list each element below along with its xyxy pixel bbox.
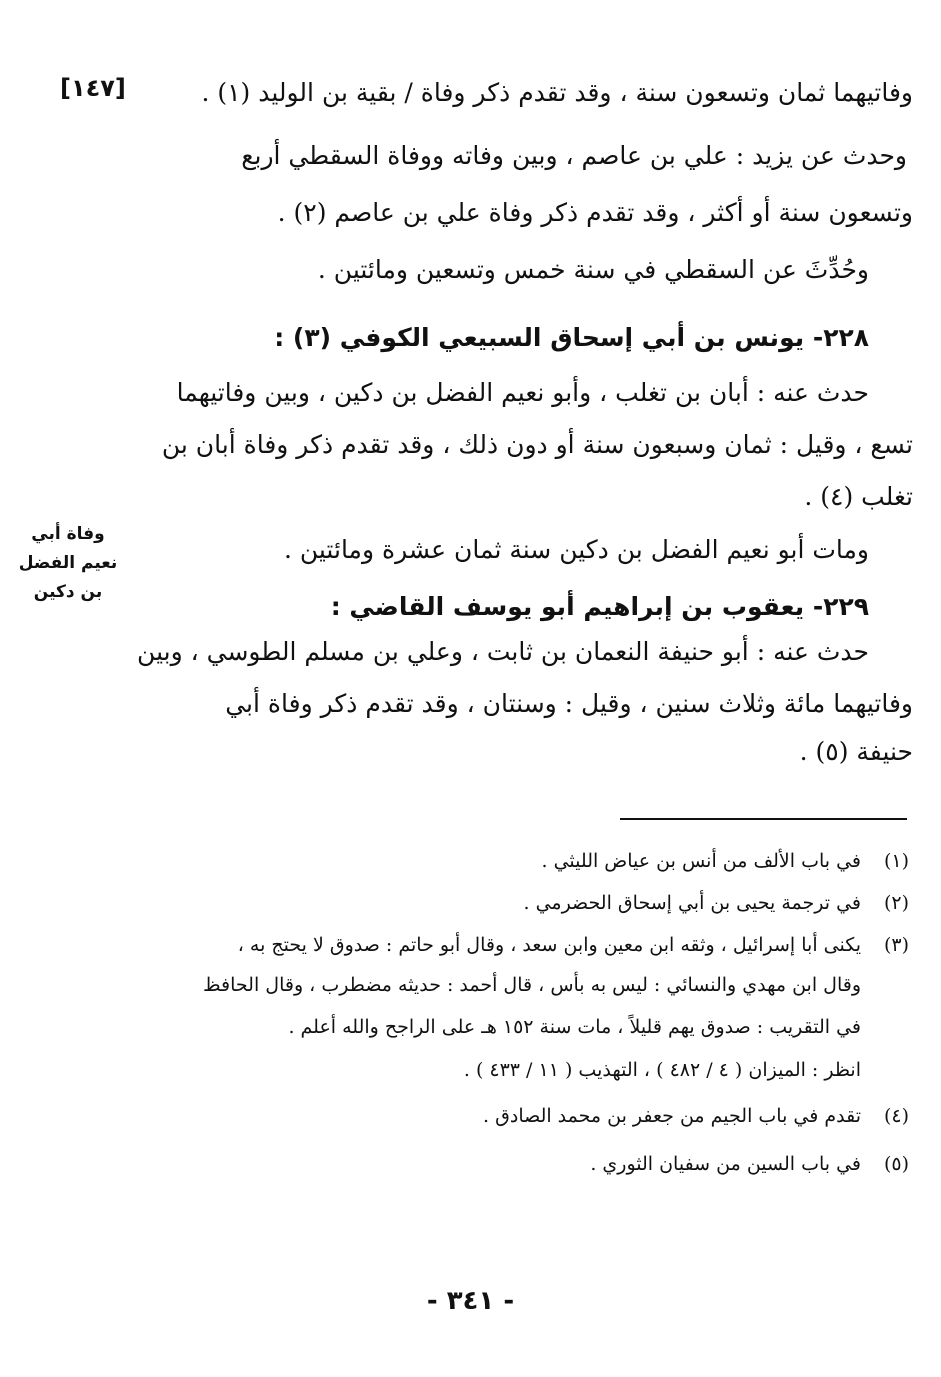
footnote-text: في التقريب : صدوق يهم قليلاً ، مات سنة ١٥٢ هـ على الراجح والله أعلم . <box>288 1016 861 1038</box>
footnote <box>483 1101 909 1131</box>
body-line: وحُدِّثَ عن السقطي في سنة خمس وتسعين ومائتين . <box>317 255 869 284</box>
footnote-number: (٥) <box>883 1153 909 1175</box>
folio-reference: [١٤٧] <box>60 74 126 102</box>
footnote <box>238 930 909 960</box>
body-line: حدث عنه : أبان بن تغلب ، وأبو نعيم الفضل بن دكين ، وبين وفاتيهما <box>176 378 869 407</box>
page-number: - ٣٤١ - <box>426 1286 515 1316</box>
footnote <box>590 1149 909 1179</box>
entry-heading-229: ٢٢٩- يعقوب بن إبراهيم أبو يوسف القاضي : <box>330 592 869 621</box>
footnote-text: في باب الألف من أنس بن عياض الليثي . <box>541 850 861 872</box>
body-line: حدث عنه : أبو حنيفة النعمان بن ثابت ، وعلي بن مسلم الطوسي ، وبين <box>137 637 869 666</box>
footnote <box>523 888 909 918</box>
body-line: وتسعون سنة أو أكثر ، وقد تقدم ذكر وفاة علي بن عاصم (٢) . <box>277 198 913 227</box>
footnote-text: في باب السين من سفيان الثوري . <box>590 1153 861 1175</box>
footnote-number: (٤) <box>883 1105 909 1127</box>
footnote-text: في ترجمة يحيى بن أبي إسحاق الحضرمي . <box>523 892 861 914</box>
body-line: وفاتيهما مائة وثلاث سنين ، وقيل : وسنتان ، وقد تقدم ذكر وفاة أبي <box>225 689 913 718</box>
footnote-text: انظر : الميزان ( ٤ / ٤٨٢ ) ، التهذيب ( ١١ / ٤٣٣ ) . <box>463 1059 861 1081</box>
footnote-number: (٢) <box>883 892 909 914</box>
body-line: وفاتيهما ثمان وتسعون سنة ، وقد تقدم ذكر وفاة / بقية بن الوليد (١) . <box>201 78 913 107</box>
footnote-text: يكنى أبا إسرائيل ، وثقه ابن معين وابن سعد ، وقال أبو حاتم : صدوق لا يحتج به ، <box>237 934 861 956</box>
footnote-continuation <box>288 1012 861 1042</box>
footnote-number: (٣) <box>883 934 909 956</box>
body-line: تغلب (٤) . <box>804 482 913 511</box>
footnote-text: تقدم في باب الجيم من جعفر بن محمد الصادق . <box>483 1105 861 1127</box>
footnote-continuation <box>203 970 861 1000</box>
footnote-separator <box>620 818 907 820</box>
body-line: حنيفة (٥) . <box>799 737 913 766</box>
footnote-continuation <box>464 1055 861 1085</box>
entry-heading-228: ٢٢٨- يونس بن أبي إسحاق السبيعي الكوفي (٣) : <box>274 323 869 352</box>
margin-note: وفاة أبي نعيم الفضل بن دكين <box>18 524 118 602</box>
footnote <box>542 846 909 876</box>
body-line: تسع ، وقيل : ثمان وسبعون سنة أو دون ذلك ، وقد تقدم ذكر وفاة أبان بن <box>161 430 913 459</box>
body-line: وحدث عن يزيد : علي بن عاصم ، وبين وفاته ووفاة السقطي أربع <box>241 141 907 170</box>
footnote-number: (١) <box>883 850 909 872</box>
body-line: ومات أبو نعيم الفضل بن دكين سنة ثمان عشرة ومائتين . <box>283 535 869 564</box>
footnote-text: وقال ابن مهدي والنسائي : ليس به بأس ، قال أحمد : حديثه مضطرب ، وقال الحافظ <box>203 974 861 996</box>
